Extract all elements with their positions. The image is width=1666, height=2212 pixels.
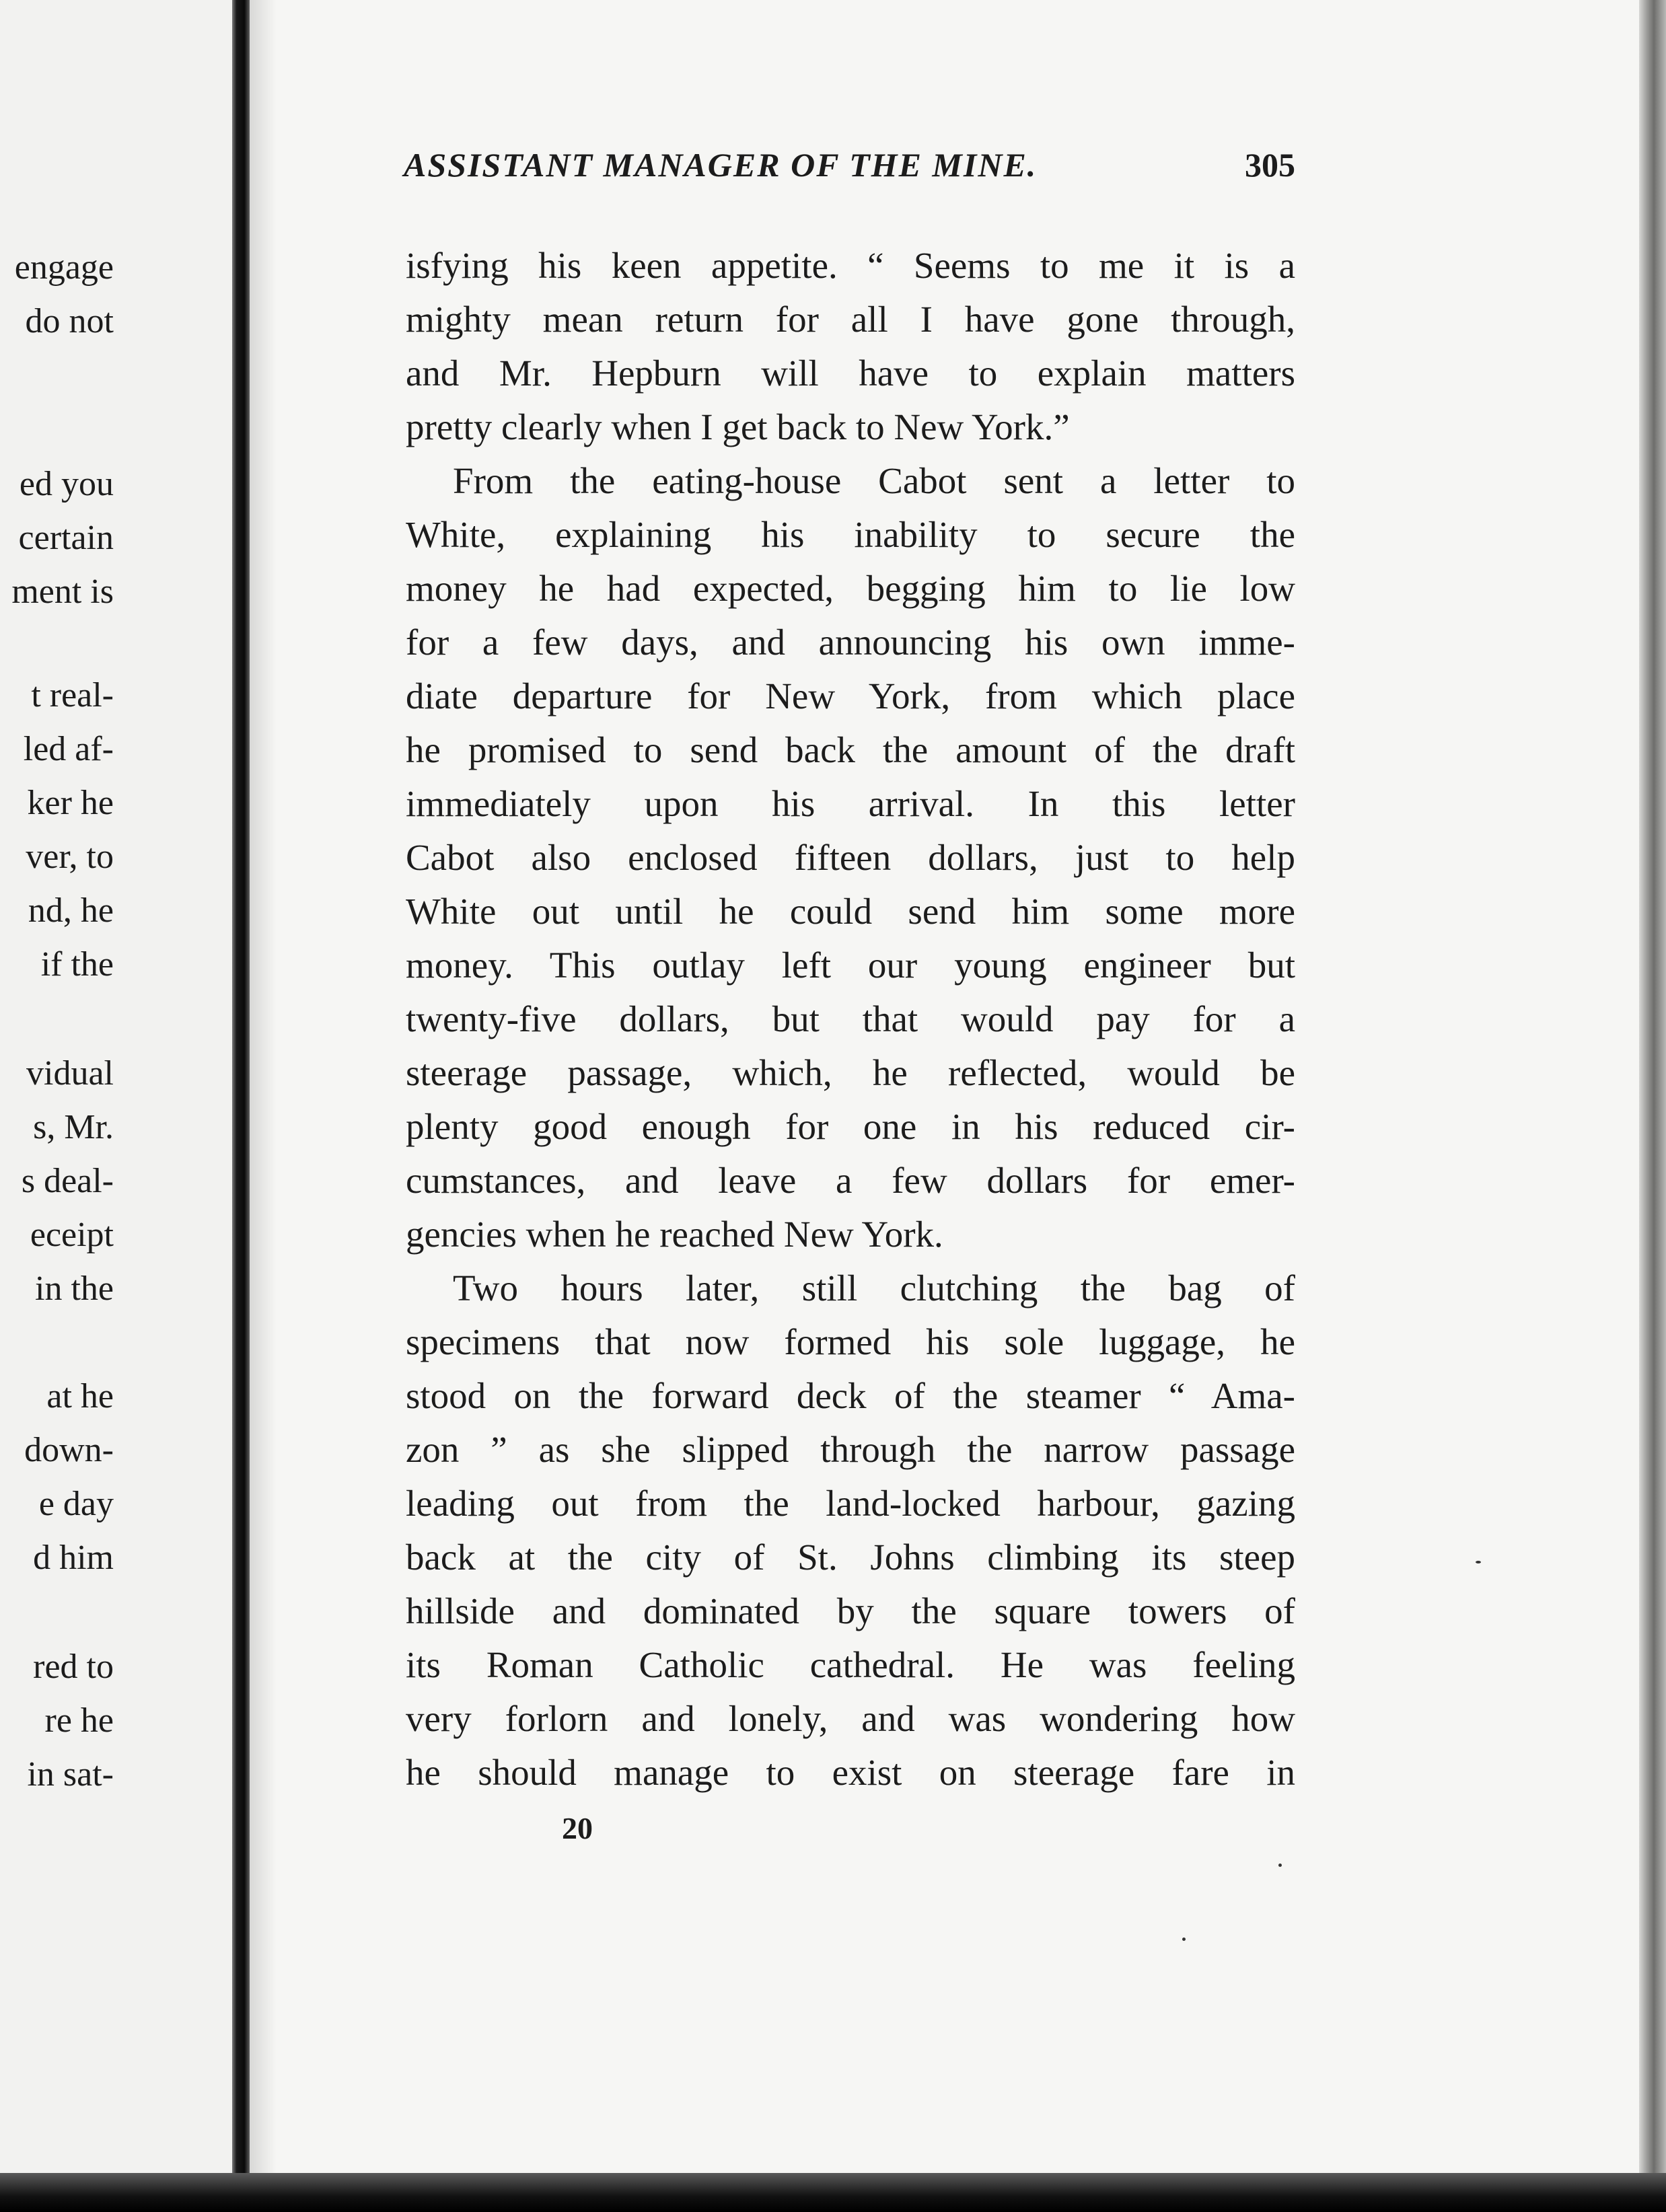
body-line: immediately upon his arrival. In this letter [406,783,1295,824]
body-line: for a few days, and announcing his own imme- [406,622,1295,663]
body-line: zon ” as she slipped through the narrow passage [406,1429,1295,1470]
body-line: stood on the forward deck of the steamer “ Ama- [406,1375,1295,1416]
left-page-line: s deal- [21,1162,114,1200]
left-page-line: red to [33,1648,114,1686]
body-line: leading out from the land-locked harbour, gazing [406,1483,1295,1524]
left-page-line: down- [24,1431,114,1469]
left-page-line: at he [46,1377,114,1415]
left-page-line: ker he [27,784,114,822]
running-head-title: ASSISTANT MANAGER OF THE MINE. [404,146,1038,184]
left-page-line: s, Mr. [33,1108,114,1146]
body-line: Cabot also enclosed fifteen dollars, just to help [406,837,1295,878]
left-page-line: ed you [19,465,114,503]
body-line: he should manage to exist on steerage fare in [406,1752,1295,1793]
body-line: its Roman Catholic cathedral. He was feeling [406,1644,1295,1685]
body-line: pretty clearly when I get back to New York.” [406,406,1070,447]
left-page-line: e day [38,1485,114,1523]
body-line: steerage passage, which, he reflected, would be [406,1052,1295,1093]
left-page-line: in sat- [27,1755,114,1794]
left-facing-page [0,0,232,2212]
left-page-line: re he [44,1701,114,1740]
body-line: he promised to send back the amount of the draft [406,729,1295,770]
left-page-line: certain [18,519,114,557]
body-line: hillside and dominated by the square towers of [406,1590,1295,1631]
body-line: White, explaining his inability to secure the [406,514,1295,555]
gutter-shadow [250,0,277,2212]
body-line: money he had expected, begging him to lie low [406,568,1295,609]
body-line: specimens that now formed his sole luggage, he [406,1321,1295,1362]
body-line: mighty mean return for all I have gone through, [406,299,1295,340]
body-line: money. This outlay left our young engineer but [406,945,1295,986]
running-head [404,148,1295,195]
left-page-line: in the [35,1269,114,1308]
body-line: diate departure for New York, from which place [406,675,1295,716]
ink-speck [1476,1561,1481,1563]
page-edge [1639,0,1666,2212]
left-page-line: do not [25,302,114,340]
signature-mark: 20 [562,1811,593,1845]
body-line: isfying his keen appetite. “ Seems to me it is a [406,245,1295,286]
body-line: very forlorn and lonely, and was wondering how [406,1698,1295,1739]
left-page-line: d him [33,1539,114,1577]
body-text [406,239,1295,1800]
left-page-line: ment is [11,573,114,611]
left-page-line: vidual [26,1054,114,1093]
ink-speck [1278,1864,1282,1867]
body-line: Two hours later, still clutching the bag of [453,1267,1295,1308]
ink-speck [1182,1938,1186,1941]
body-line: White out until he could send him some more [406,891,1295,932]
left-page-line: eceipt [30,1216,114,1254]
left-page-line: engage [14,248,114,287]
body-line: From the eating-house Cabot sent a letter to [453,460,1295,501]
left-page-line: if the [40,945,114,984]
body-line: twenty-five dollars, but that would pay for a [406,998,1295,1039]
body-line: back at the city of St. Johns climbing its steep [406,1537,1295,1578]
body-line: cumstances, and leave a few dollars for emer- [406,1160,1295,1201]
left-page-line: ver, to [26,838,114,876]
left-page-line: t real- [31,676,114,714]
scan-bottom-edge [0,2173,1666,2212]
body-line: and Mr. Hepburn will have to explain matters [406,353,1295,394]
left-page-line: nd, he [28,891,114,930]
body-line: gencies when he reached New York. [406,1214,943,1255]
body-line: plenty good enough for one in his reduced cir- [406,1106,1295,1147]
page-number: 305 [1245,146,1295,184]
book-gutter [232,0,250,2212]
left-page-line: led af- [23,730,114,768]
